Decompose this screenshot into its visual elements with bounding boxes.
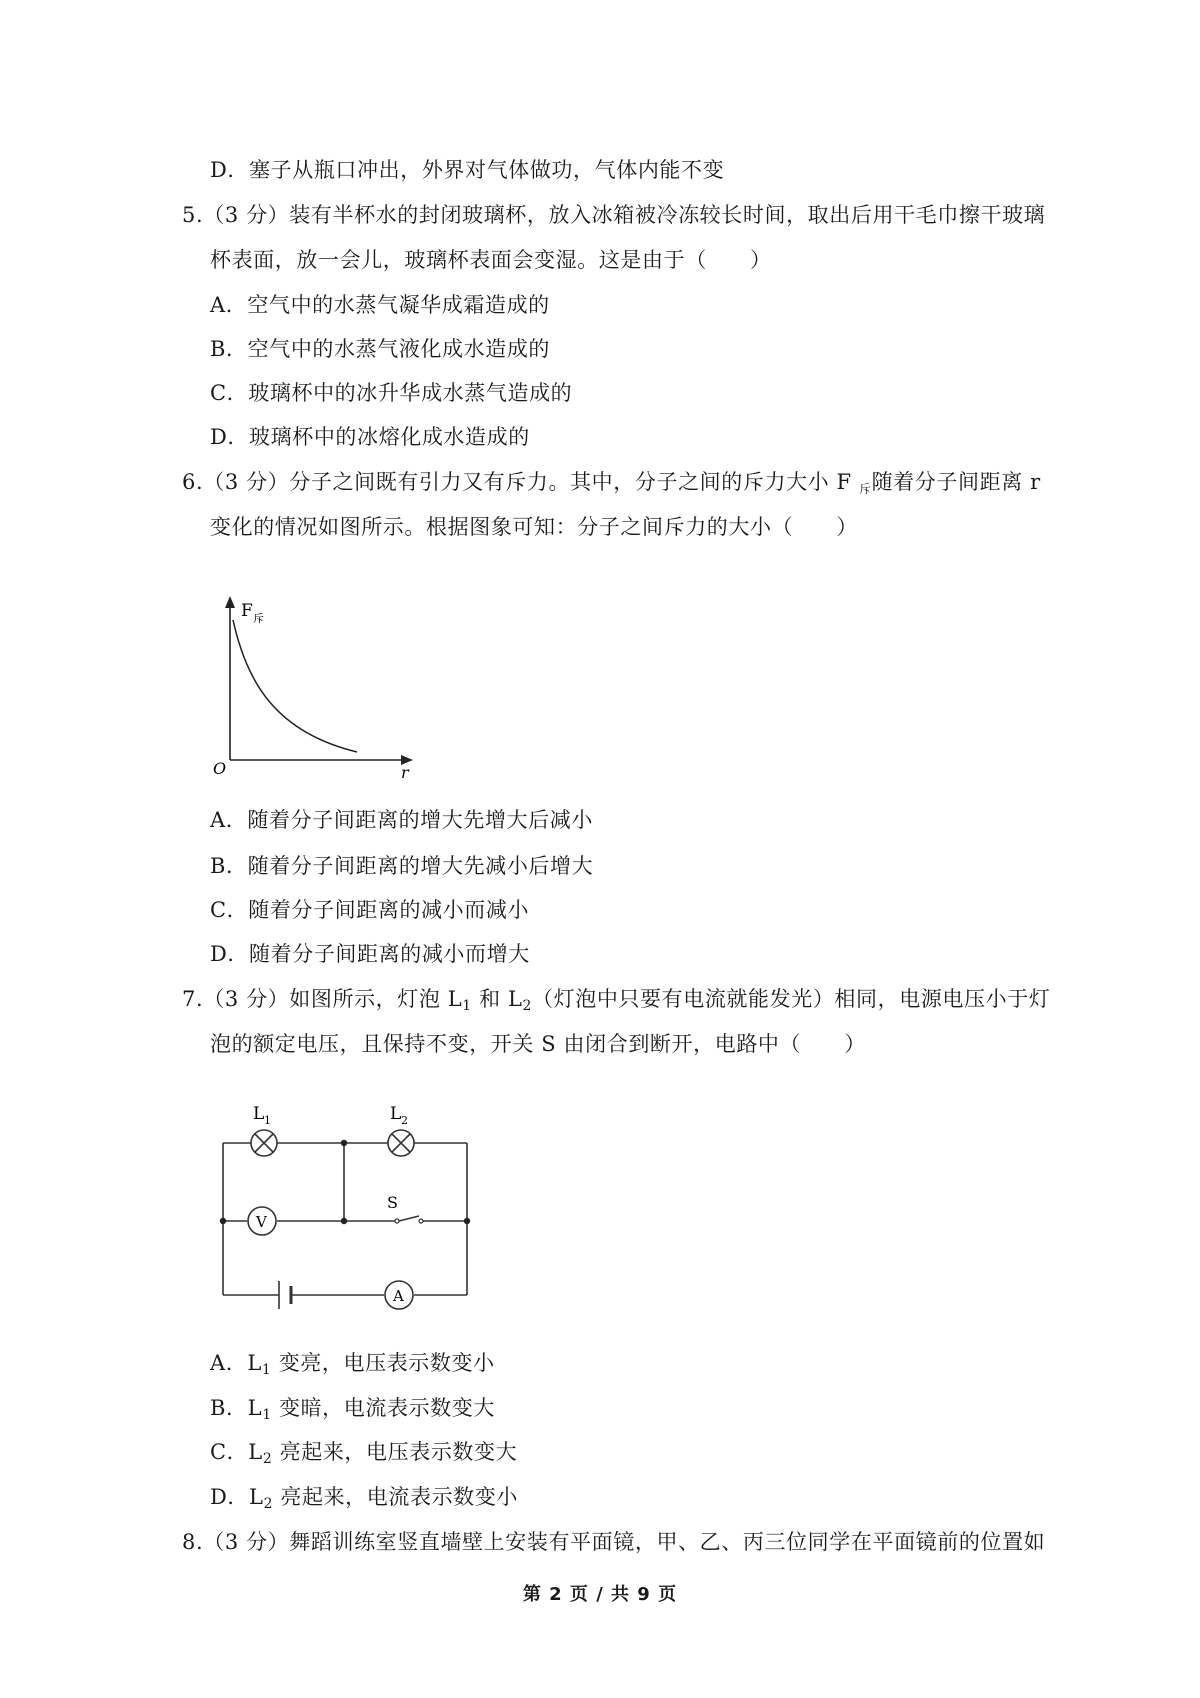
l1-subscript: 1	[264, 1114, 271, 1127]
q6-option-c: C．随着分子间距离的减小而减小	[210, 898, 530, 922]
origin-label: O	[213, 759, 227, 778]
q5-stem-line1: 5.（3 分）装有半杯水的封闭玻璃杯，放入冰箱被冷冻较长时间，取出后用干毛巾擦干玻璃	[182, 203, 1046, 227]
q5-stem-line2: 杯表面，放一会儿，玻璃杯表面会变湿。这是由于（ ）	[210, 248, 772, 272]
repulsion-curve	[233, 620, 357, 752]
l2-subscript: 2	[401, 1114, 408, 1127]
switch-contact	[419, 1219, 423, 1223]
junction-dot	[341, 1218, 347, 1224]
q6-option-b: B．随着分子间距离的增大先减小后增大	[210, 854, 594, 878]
q7-stem-line2: 泡的额定电压，且保持不变，开关 S 由闭合到断开，电路中（ ）	[210, 1032, 866, 1056]
l2-label: L	[390, 1104, 402, 1124]
q7-option-a: A．$L_1$ 变亮，电压表示数变小	[210, 1351, 495, 1378]
circuit-diagram	[205, 1085, 480, 1315]
switch-blade	[399, 1216, 419, 1221]
switch-label: S	[387, 1193, 398, 1212]
q7-option-c: C．$L_2$ 亮起来，电压表示数变大	[210, 1440, 518, 1467]
y-axis-subscript: 斥	[253, 612, 264, 625]
q4-option-d: D．塞子从瓶口冲出，外界对气体做功，气体内能不变	[210, 158, 725, 182]
junction-dot	[341, 1140, 347, 1146]
page-footer: 第 2 页 / 共 9 页	[522, 1584, 678, 1605]
force-distance-graph	[205, 592, 420, 782]
junction-dot	[220, 1218, 226, 1224]
q7-stem-line1: 7.（3 分）如图所示，灯泡 $L_1$ 和 $L_2$（灯泡中只要有电流就能发光）相同，电源电压小于灯	[182, 987, 1051, 1014]
q7-option-b: B．$L_1$ 变暗，电流表示数变大	[210, 1396, 495, 1423]
q5-option-d: D．玻璃杯中的冰熔化成水造成的	[210, 425, 530, 449]
ammeter-label: A	[393, 1287, 404, 1305]
q5-option-a: A．空气中的水蒸气凝华成霜造成的	[210, 293, 550, 317]
q6-stem-line2: 变化的情况如图所示。根据图象可知：分子之间斥力的大小（ ）	[210, 515, 858, 539]
lamp-l1	[251, 1130, 277, 1156]
junction-dot	[464, 1218, 470, 1224]
battery	[279, 1281, 291, 1309]
q6-option-d: D．随着分子间距离的减小而增大	[210, 942, 530, 966]
q5-option-c: C．玻璃杯中的冰升华成水蒸气造成的	[210, 381, 573, 405]
voltmeter-label: V	[256, 1213, 267, 1231]
q8-stem-line1: 8.（3 分）舞蹈训练室竖直墙壁上安装有平面镜，甲、乙、丙三位同学在平面镜前的位置如	[182, 1530, 1046, 1554]
switch-contact	[395, 1219, 399, 1223]
y-axis-arrow	[225, 596, 235, 608]
q7-option-d: D．$L_2$ 亮起来，电流表示数变小	[210, 1485, 518, 1512]
lamp-l2	[388, 1130, 414, 1156]
q6-stem-line1: 6.（3 分）分子之间既有引力又有斥力。其中，分子之间的斥力大小 F $_斥$随着分子间距离 r	[182, 470, 1041, 496]
x-axis-label: r	[401, 763, 409, 782]
q6-f-subscript: 斥	[859, 482, 872, 496]
q6-option-a: A．随着分子间距离的增大先增大后减小	[210, 808, 593, 832]
l1-label: L	[253, 1104, 265, 1124]
q5-option-b: B．空气中的水蒸气液化成水造成的	[210, 337, 551, 361]
y-axis-label: F	[241, 601, 253, 621]
